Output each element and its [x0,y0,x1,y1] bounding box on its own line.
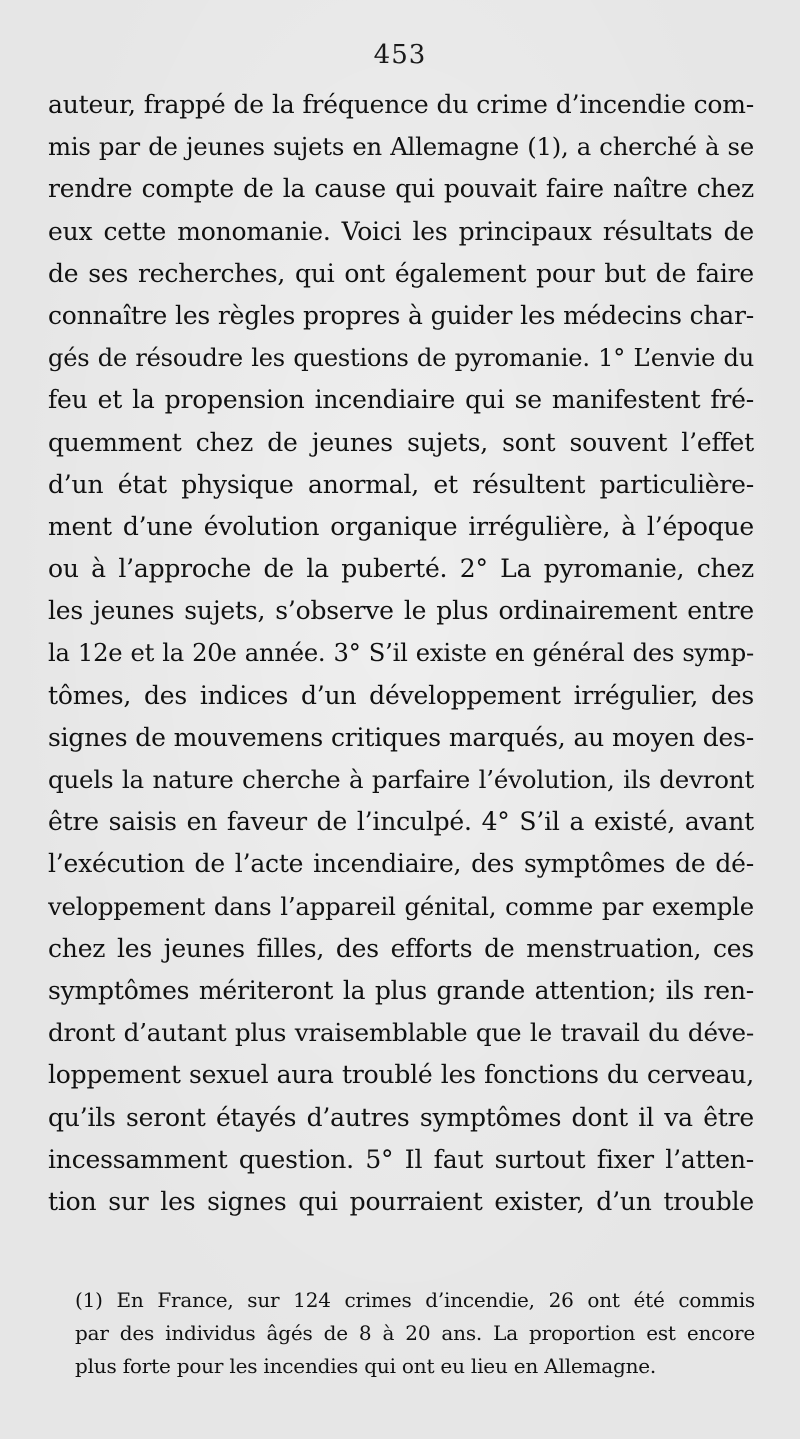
body-line: dront d’autant plus vraisemblable que le travail du déve- [48,1018,754,1048]
body-line: la 12e et la 20e année. 3° S’il existe en général des symp- [48,639,754,668]
body-line: rendre compte de la cause qui pouvait faire naître chez [48,174,754,204]
body-line: incessamment question. 5° Il faut surtout fixer l’atten- [48,1144,754,1174]
body-line: chez les jeunes filles, des efforts de menstruation, ces [48,933,754,963]
body-line: symptômes mériteront la plus grande attention; ils ren- [48,975,754,1005]
body-line: connaître les règles propres à guider les médecins char- [48,300,754,330]
body-line: ou à l’approche de la puberté. 2° La pyromanie, chez [48,554,754,584]
body-line: ment d’une évolution organique irrégulière, à l’époque [48,511,754,541]
body-line: loppement sexuel aura troublé les fonctions du cerveau, [48,1060,754,1090]
footnote-line: plus forte pour les incendies qui ont eu lieu en Allemagne. [75,1354,657,1378]
page-number: 453 [373,40,427,70]
body-text [48,84,754,1223]
body-line: feu et la propension incendiaire qui se manifestent fré- [48,385,754,415]
body-line: quels la nature cherche à parfaire l’évolution, ils devront [48,765,754,794]
body-line: signes de mouvemens critiques marqués, au moyen des- [48,722,754,752]
body-line: eux cette monomanie. Voici les principaux résultats de [48,216,754,246]
body-line: les jeunes sujets, s’observe le plus ordinairement entre [48,596,754,626]
body-line: quemment chez de jeunes sujets, sont souvent l’effet [48,427,754,457]
footnote-line: par des individus âgés de 8 à 20 ans. La proportion est encore [75,1321,755,1345]
body-line: veloppement dans l’appareil génital, comme par exemple [48,891,754,921]
body-line: l’exécution de l’acte incendiaire, des symptômes de dé- [48,849,754,879]
body-line: qu’ils seront étayés d’autres symptômes dont il va être [48,1102,754,1132]
body-line: d’un état physique anormal, et résultent particulière- [48,469,754,499]
body-line: de ses recherches, qui ont également pour but de faire [48,258,754,288]
body-line: mis par de jeunes sujets en Allemagne (1), a cherché à se [48,132,754,162]
body-line: tion sur les signes qui pourraient exister, d’un trouble [48,1186,754,1216]
body-line: tômes, des indices d’un développement irrégulier, des [48,680,754,710]
body-line: être saisis en faveur de l’inculpé. 4° S’il a existé, avant [48,807,754,837]
body-line: gés de résoudre les questions de pyromanie. 1° L’envie du [48,344,754,373]
footnote-line: (1) En France, sur 124 crimes d’incendie, 26 ont été commis [75,1288,755,1312]
body-line: auteur, frappé de la fréquence du crime d’incendie com- [48,90,754,119]
footnote [75,1284,755,1383]
